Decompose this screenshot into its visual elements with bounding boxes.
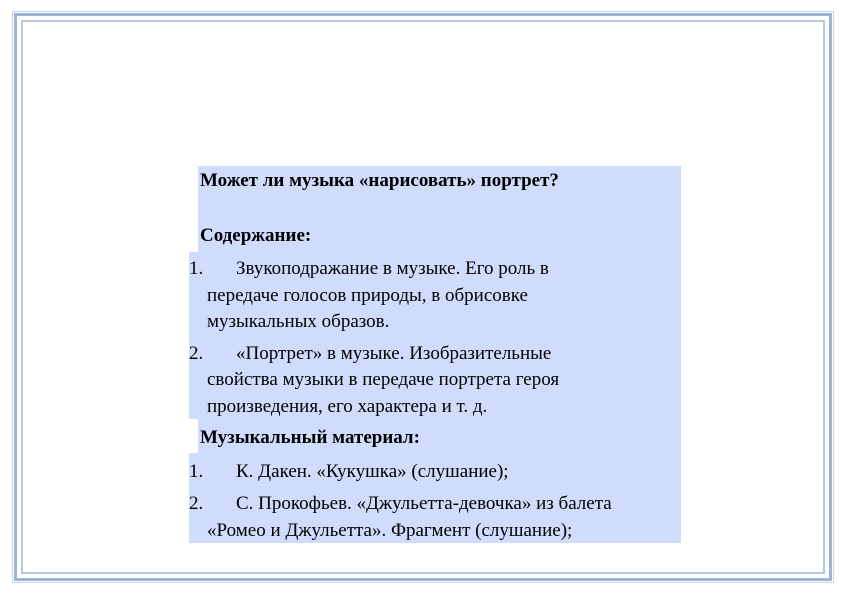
list-item-text: свойства музыки в передаче портрета героя	[207, 369, 560, 390]
list-item-text: К. Дакен. «Кукушка» (слушание);	[236, 461, 509, 482]
list-item-text: «Ромео и Джульетта». Фрагмент (слушание);	[207, 520, 573, 541]
list-item-number: 1.	[189, 461, 204, 482]
list-item-text: С. Прокофьев. «Джульетта-девочка» из балета	[236, 493, 612, 514]
list-item-number: 2.	[189, 493, 204, 514]
content-heading: Содержание:	[200, 225, 312, 246]
list-item-text: Звукоподражание в музыке. Его роль в	[236, 258, 549, 279]
list-item-text: «Портрет» в музыке. Изобразительные	[236, 343, 552, 364]
list-item-text: произведения, его характера и т. д.	[207, 396, 488, 417]
page-title: Может ли музыка «нарисовать» портрет?	[200, 170, 559, 191]
list-item-number: 1.	[189, 258, 204, 279]
list-item-text: музыкальных образов.	[207, 311, 390, 332]
list-item-text: передаче голосов природы, в обрисовке	[207, 285, 528, 306]
list-item-number: 2.	[189, 343, 204, 364]
material-heading: Музыкальный материал:	[200, 427, 420, 448]
